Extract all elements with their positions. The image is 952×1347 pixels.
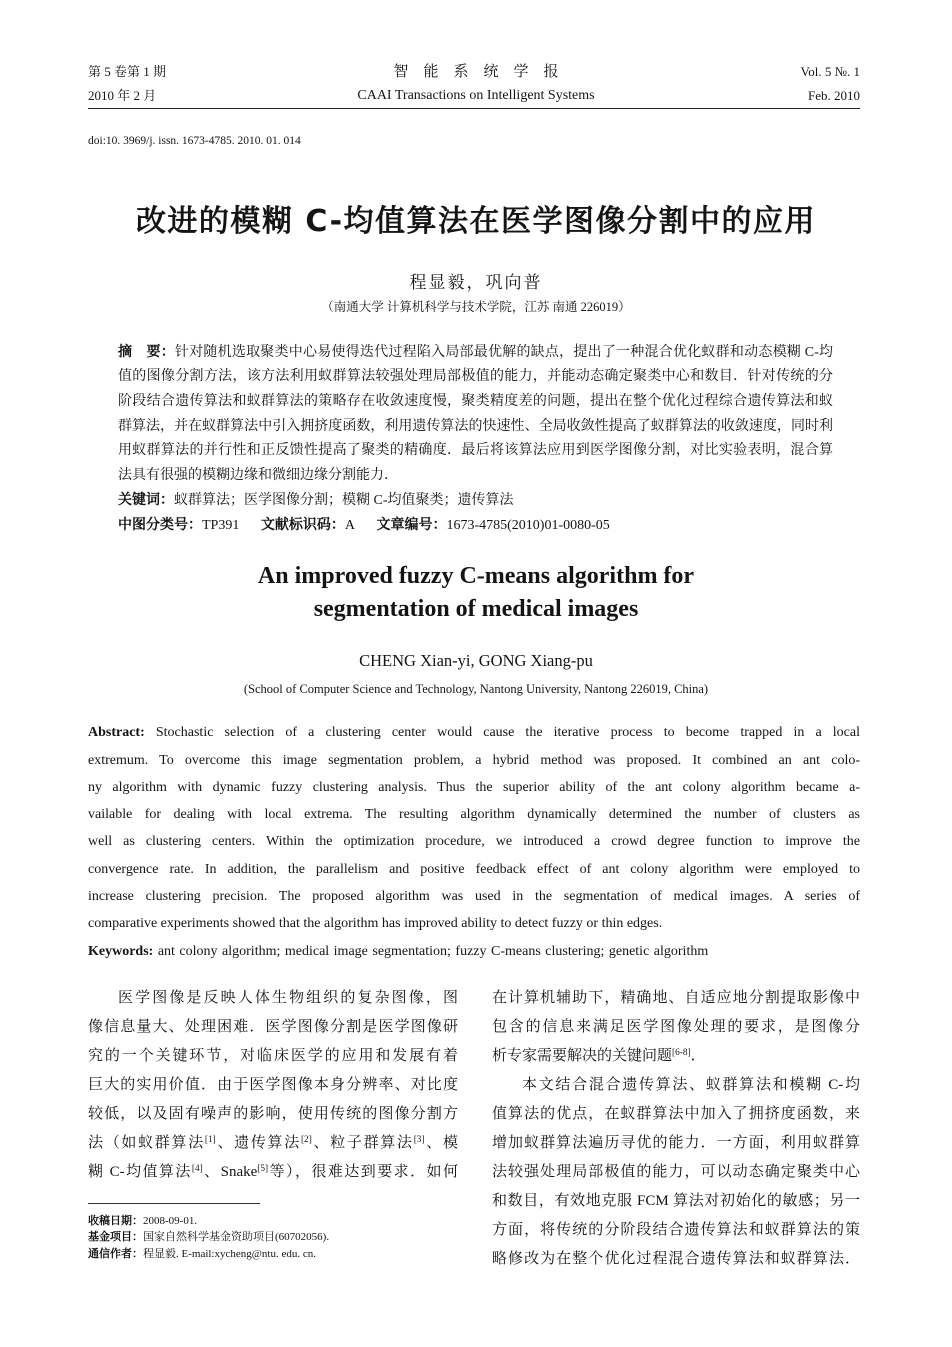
abstract-en-line-text: comparative experiments showed that the algorithm has improved ability to detect fuzzy or thin edges. — [88, 916, 663, 932]
abstract-cn-line-text: 用蚁群算法的并行性和正反馈性提高了聚类的精确度．最后将该算法应用到医学图像分割，对比实验表明，混合算 — [118, 443, 833, 459]
keywords-cn-label: 关键词： — [118, 492, 174, 508]
body-left-line — [88, 1013, 458, 1042]
abstract-cn-line-text: 法具有很强的模糊边缘和微细边缘分割能力． — [118, 468, 398, 484]
abstract-cn-line — [118, 365, 833, 390]
issue-date-cn: 2010 年 2 月 — [88, 88, 157, 103]
body-right-line-text: 在计算机辅助下，精确地、自适应地分割提取影像中 — [492, 989, 860, 1006]
body-left-line-text: 、模 — [424, 1134, 458, 1151]
body-right-line — [492, 1245, 860, 1274]
body-right-line-text: 方面，将传统的分阶段结合遗传算法和蚁群算法的策 — [492, 1221, 860, 1238]
body-left-line — [88, 1100, 458, 1129]
abstract-cn-line — [118, 415, 833, 440]
body-right-line-text: 增加蚁群算法遍历寻优的能力．一方面，利用蚁群算 — [492, 1134, 860, 1151]
body-column-right — [492, 984, 860, 1274]
body-right-line-text: 法较强处理局部极值的能力，可以动态确定聚类中心 — [492, 1163, 860, 1180]
affiliation-cn: （南通大学 计算机科学与技术学院，江苏 南通 226019） — [321, 300, 631, 314]
authors-cn: 程显毅，巩向普 — [409, 273, 543, 292]
keywords-cn-text: 蚁群算法；医学图像分割；模糊 C-均值聚类；遗传算法 — [174, 492, 514, 508]
body-right-line-text: 包含的信息来满足医学图像处理的要求，是图像分 — [492, 1018, 860, 1035]
abstract-en-line-text: well as clustering centers. Within the optimization procedure, we introduced a crowd degree function to improve the — [88, 834, 860, 850]
body-right-line — [492, 1071, 860, 1100]
abstract-en-line-text: Stochastic selection of a clustering center would cause the iterative process to become trapped in a local — [155, 725, 860, 741]
abstract-cn — [118, 341, 833, 489]
footnote-received — [88, 1213, 329, 1230]
footnote-rule — [88, 1203, 260, 1204]
body-left-line-text: 等），很难达到要求．如何 — [268, 1163, 458, 1180]
abstract-cn-line-text: 值的图像分割方法，该方法利用蚁群算法较强处理局部极值的能力，并能动态确定聚类中心和数目．针对传统的分 — [118, 369, 833, 385]
body-right-line — [492, 1042, 860, 1071]
keywords-en-text: ant colony algorithm; medical image segmentation; fuzzy C-means clustering; genetic algorithm — [157, 943, 709, 959]
body-right-line-text: 值算法的优点，在蚁群算法中加入了拥挤度函数，来 — [492, 1105, 860, 1122]
abstract-cn-line-text: 群算法，并在蚁群算法中引入拥挤度函数，利用遗传算法的快速性、全局收敛性提高了蚁群算法的收敛速度，同时利 — [118, 418, 833, 434]
abstract-cn-line-text: 阶段结合遗传算法和蚁群算法的策略存在收敛速度慢，聚类精度差的问题，提出在整个优化过程综合遗传算法和蚁 — [118, 393, 833, 409]
body-left-line-text: 、粒子群算法 — [311, 1134, 414, 1151]
body-left-line — [88, 1158, 458, 1187]
citation-ref: [3] — [413, 1134, 425, 1145]
body-left-line-text: 、Snake — [202, 1163, 258, 1180]
footnote-text: 程显毅. E-mail:xycheng@ntu. edu. cn. — [143, 1247, 316, 1260]
abstract-en-line — [88, 774, 860, 801]
abstract-en-line — [88, 719, 860, 746]
citation-ref: [1] — [204, 1134, 216, 1145]
body-right-line — [492, 1187, 860, 1216]
abstract-en-label: Abstract: — [88, 725, 156, 741]
affiliation-en: (School of Computer Science and Technology, Nantong University, Nantong 226019, China) — [243, 682, 709, 696]
footnote-text: 2008-09-01. — [143, 1214, 198, 1227]
citation-ref: [4] — [191, 1163, 203, 1174]
body-right-line — [492, 1158, 860, 1187]
body-right-line-text: 和数目，有效地克服 FCM 算法对初始化的敏感；另一 — [492, 1192, 860, 1209]
abstract-en-line-text: extremum. To overcome this image segmentation problem, a hybrid method was proposed. It combined an ant colo- — [88, 752, 860, 768]
clc-value: TP391 — [202, 517, 240, 533]
body-left-line-text: 巨大的实用价值．由于医学图像本身分辨率、对比度 — [88, 1076, 458, 1093]
body-left-line-text: 医学图像是反映人体生物组织的复杂图像，图 — [118, 989, 458, 1006]
body-right-line-text: 略修改为在整个优化过程混合遗传算法和蚁群算法． — [492, 1250, 860, 1267]
document-code — [261, 518, 355, 533]
footnote-corresponding-author — [88, 1246, 329, 1263]
header-rule — [88, 108, 860, 109]
body-left-line — [88, 1042, 458, 1071]
citation-ref: [5] — [257, 1163, 269, 1174]
citation-ref: [6-8] — [672, 1047, 691, 1058]
keywords-cn — [118, 489, 514, 514]
abstract-cn-line — [118, 390, 833, 415]
abstract-en — [88, 719, 860, 937]
footnote-funding — [88, 1229, 329, 1246]
abstract-cn-line — [118, 341, 833, 366]
abstract-en-line — [88, 801, 860, 828]
footnote-label: 通信作者： — [88, 1247, 143, 1260]
body-left-line-text: 像信息量大、处理困难．医学图像分割是医学图像研 — [88, 1018, 458, 1035]
abstract-en-line-text: vailable for dealing with local extrema. The resulting algorithm dynamically determined the number of clusters as — [88, 807, 860, 823]
abstract-cn-line — [118, 439, 833, 464]
body-left-line-text: 、遗传算法 — [215, 1134, 301, 1151]
article-number-value: 1673-4785(2010)01-0080-05 — [446, 517, 610, 533]
abstract-en-line-text: increase clustering precision. The proposed algorithm was used in the segmentation of medical images. A series of — [88, 889, 860, 905]
volume-en: Vol. 5 №. 1 — [800, 64, 860, 79]
document-code-value: A — [344, 517, 355, 533]
body-right-line — [492, 984, 860, 1013]
article-title-en-line: An improved fuzzy C-means algorithm for — [257, 562, 695, 589]
abstract-en-line — [88, 910, 860, 937]
article-number — [376, 518, 609, 533]
issue-number: 第 5 卷第 1 期 — [88, 64, 167, 79]
body-right-line — [492, 1013, 860, 1042]
clc-number — [118, 518, 239, 533]
body-right-line — [492, 1129, 860, 1158]
article-title-cn: 改进的模糊 C-均值算法在医学图像分割中的应用 — [135, 204, 817, 239]
body-left-line — [88, 984, 458, 1013]
body-left-line-text: 法（如蚁群算法 — [88, 1134, 205, 1151]
body-left-line-text: 究的一个关键环节，对临床医学的应用和发展有着 — [88, 1047, 458, 1064]
article-number-label: 文章编号： — [376, 517, 447, 533]
footnote-label: 基金项目： — [88, 1231, 143, 1244]
body-right-line — [492, 1100, 860, 1129]
abstract-en-line — [88, 856, 860, 883]
body-column-left — [88, 984, 458, 1187]
abstract-cn-line-text: 针对随机选取聚类中心易使得迭代过程陷入局部最优解的缺点，提出了一种混合优化蚁群和动态模糊 C-均 — [174, 344, 833, 360]
article-title-en-line: segmentation of medical images — [313, 595, 639, 622]
footnotes — [88, 1213, 329, 1263]
abstract-en-line — [88, 747, 860, 774]
body-right-line-text: 本文结合混合遗传算法、蚁群算法和模糊 C-均 — [522, 1076, 860, 1093]
classification-info — [118, 514, 628, 539]
abstract-en-line — [88, 883, 860, 910]
journal-name-en: CAAI Transactions on Intelligent Systems — [357, 88, 595, 103]
abstract-en-line — [88, 828, 860, 855]
abstract-cn-line — [118, 464, 833, 489]
article-title-en — [0, 560, 952, 626]
body-left-line-text: 较低，以及固有噪声的影响，使用传统的图像分割方 — [88, 1105, 458, 1122]
journal-name-cn: 智能系统学报 — [393, 64, 574, 80]
keywords-en-label: Keywords: — [88, 943, 154, 959]
document-code-label: 文献标识码： — [260, 517, 345, 533]
body-left-line-text: 糊 C-均值算法 — [88, 1163, 192, 1180]
footnote-label: 收稿日期： — [88, 1214, 143, 1227]
body-right-line-text: 析专家需要解决的关键问题 — [492, 1047, 673, 1064]
footnote-text: 国家自然科学基金资助项目(60702056). — [143, 1231, 330, 1244]
issue-date-en: Feb. 2010 — [808, 88, 860, 103]
running-header-right — [801, 60, 860, 108]
body-left-line — [88, 1129, 458, 1158]
keywords-en — [88, 938, 708, 965]
abstract-en-line-text: ny algorithm with dynamic fuzzy clustering analysis. Thus the superior ability of the ant colony algorithm became a- — [88, 779, 860, 795]
body-left-line — [88, 1071, 458, 1100]
doi: doi:10. 3969/j. issn. 1673-4785. 2010. 01. 014 — [88, 135, 301, 147]
body-right-line — [492, 1216, 860, 1245]
abstract-en-line-text: convergence rate. In addition, the parallelism and positive feedback effect of ant colony algorithm were employed to — [88, 861, 860, 877]
abstract-cn-label: 摘 要： — [118, 344, 175, 360]
body-right-line-text: ． — [690, 1047, 706, 1064]
citation-ref: [2] — [300, 1134, 312, 1145]
clc-label: 中图分类号： — [118, 517, 202, 533]
authors-en: CHENG Xian-yi, GONG Xiang-pu — [359, 651, 593, 670]
